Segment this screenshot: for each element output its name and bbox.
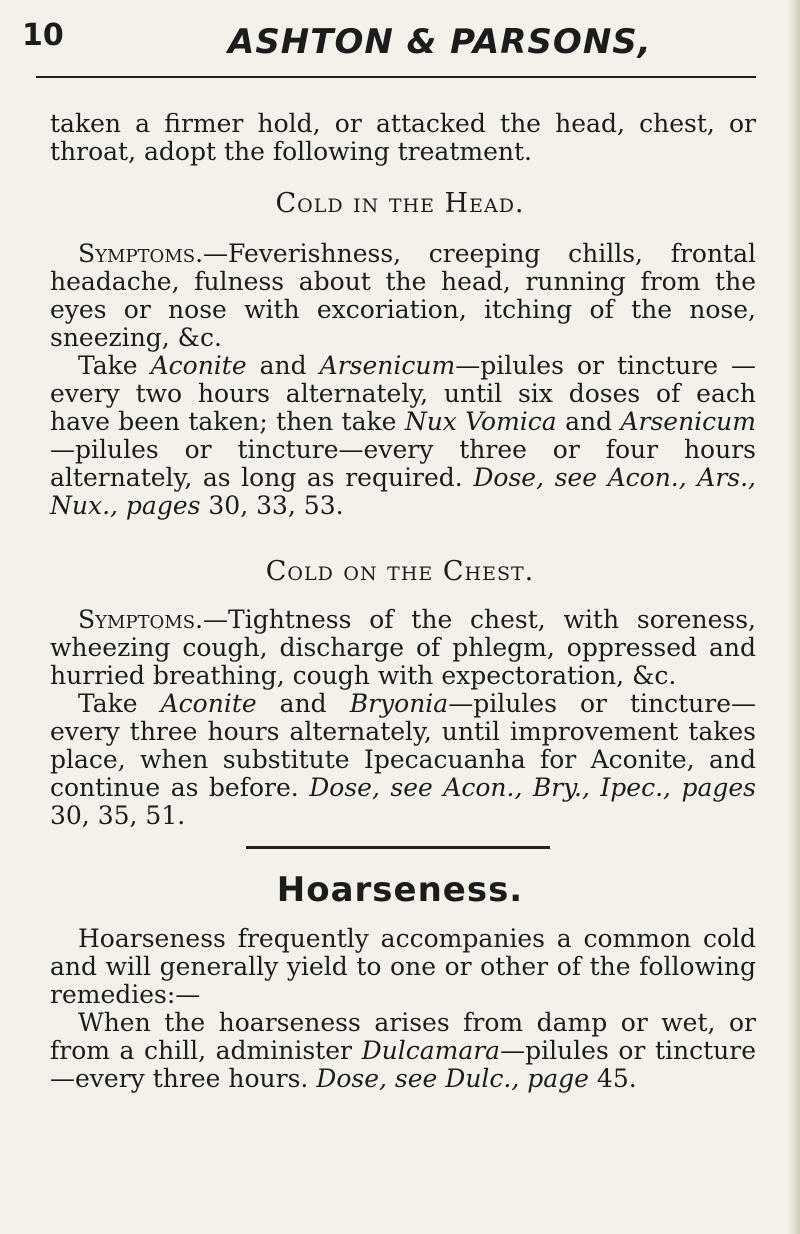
treatment-text: Take xyxy=(78,689,161,718)
remedy-name: Dulcamara xyxy=(361,1036,501,1065)
remedy-name: Nux Vomica xyxy=(404,407,557,436)
heading-cold-in-head: Cold in the Head. xyxy=(275,188,525,219)
section-divider xyxy=(246,846,550,849)
treatment-text: —pilules or tincture —every two hours alternately, until six doses of each have been taken; then take xyxy=(50,351,756,436)
symptoms-paragraph xyxy=(50,240,756,352)
section-cold-in-head xyxy=(50,240,756,520)
remedy-name: Arsenicum xyxy=(620,407,756,436)
treatment-text: and xyxy=(256,689,350,718)
treatment-text: and xyxy=(556,407,621,436)
dose-reference: Dose, see Acon., Bry., Ipec., pages xyxy=(309,773,757,802)
symptoms-label: Symptoms. xyxy=(78,605,204,634)
page-number: 10 xyxy=(22,18,64,53)
symptoms-text: —Tightness of the chest, with soreness, wheezing cough, discharge of phlegm, oppressed and hurried breathing, cough with expectoration, &c. xyxy=(50,605,756,690)
section-cold-on-chest xyxy=(50,606,756,830)
hoarseness-intro: Hoarseness frequently accompanies a common cold and will generally yield to one or other of the following remedies:— xyxy=(50,924,756,1009)
heading-hoarseness: Hoarseness. xyxy=(276,870,524,910)
section-hoarseness xyxy=(50,925,756,1093)
treatment-paragraph xyxy=(50,690,756,830)
treatment-text: —pilules or tincture—every three hours. xyxy=(50,1036,756,1093)
treatment-paragraph xyxy=(50,1009,756,1093)
heading-cold-on-chest: Cold on the Chest. xyxy=(265,556,535,587)
treatment-text: Take xyxy=(78,351,151,380)
symptoms-paragraph xyxy=(50,606,756,690)
remedy-name: Arsenicum xyxy=(319,351,456,380)
remedy-name: Aconite xyxy=(160,689,257,718)
intro-text: taken a firmer hold, or attacked the head, chest, or throat, adopt the following treatment. xyxy=(50,109,756,166)
remedy-name: Bryonia xyxy=(349,689,449,718)
treatment-paragraph xyxy=(50,352,756,520)
page-references: 30, 33, 53. xyxy=(200,491,344,520)
treatment-text: and xyxy=(246,351,320,380)
symptoms-text: —Feverishness, creeping chills, frontal headache, fulness about the head, running from the eyes or nose with excoriation, itching of the nose, sneezing, &c. xyxy=(50,239,756,352)
page-edge-shadow xyxy=(788,0,800,1234)
treatment-text: —pilules or tincture— every three hours alternately, until improvement takes place, when substitute Ipecacuanha for Aconite, and continue as before. xyxy=(50,689,756,802)
intro-paragraph xyxy=(50,110,756,166)
page-references: 45. xyxy=(588,1064,637,1093)
dose-reference: Dose, see Dulc., page xyxy=(316,1064,589,1093)
symptoms-label: Symptoms. xyxy=(78,239,204,268)
remedy-name: Aconite xyxy=(150,351,247,380)
running-head: ASHTON & PARSONS, xyxy=(228,22,652,62)
page-header xyxy=(0,10,800,80)
treatment-text: When the hoarseness arises from damp or wet, or from a chill, administer xyxy=(50,1008,756,1065)
treatment-text: —pilules or tincture—every three or four hours alternately, as long as required. xyxy=(50,435,756,492)
dose-reference: Dose, see Acon., Ars., Nux., pages xyxy=(50,463,756,520)
header-rule xyxy=(36,76,756,78)
page-references: 30, 35, 51. xyxy=(50,801,186,830)
